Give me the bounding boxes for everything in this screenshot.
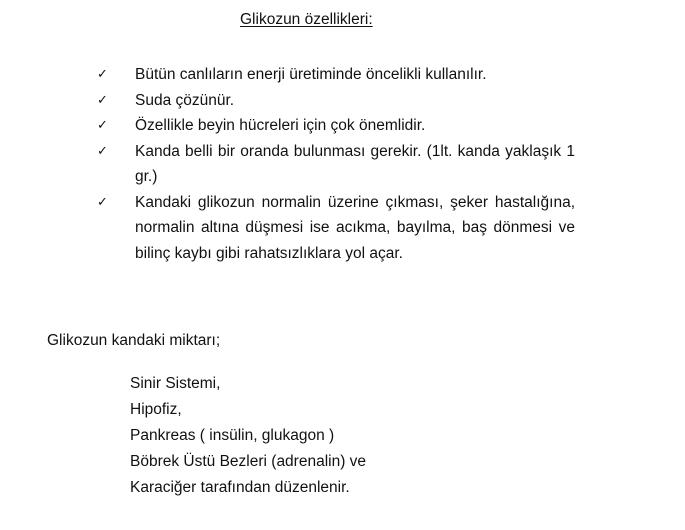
- checkmark-icon: ✓: [97, 143, 108, 159]
- property-text: Suda çözünür.: [135, 91, 235, 109]
- property-text: Kandaki glikozun normalin üzerine çıkması, şeker hastalığına, normalin altına düşmesi ise acıkma, bayılma, baş dönmesi ve bilinç kaybı gibi rahatsızlıklara yol açar.: [135, 193, 575, 262]
- list-item: Sinir Sistemi,: [130, 375, 221, 392]
- property-text: Bütün canlıların enerji üretiminde öncelikli kullanılır.: [135, 66, 487, 83]
- blood-amount-heading: Glikozun kandaki miktarı;: [47, 332, 221, 349]
- regulators-list: [130, 371, 366, 501]
- list-item: Pankreas ( insülin, glukagon ): [130, 427, 335, 444]
- checkmark-icon: ✓: [97, 194, 108, 210]
- list-item: Hipofiz,: [130, 401, 182, 418]
- list-item: [97, 62, 575, 88]
- list-item: [97, 139, 575, 190]
- checkmark-icon: ✓: [97, 118, 108, 133]
- property-text: Kanda belli bir oranda bulunması gerekir. (1lt. kanda yaklaşık 1 gr.): [135, 142, 575, 185]
- list-item: [97, 190, 575, 267]
- properties-list: [97, 62, 575, 266]
- list-item: Karaciğer tarafından düzenlenir.: [130, 479, 350, 496]
- page-title: Glikozun özellikleri:: [240, 11, 373, 28]
- checkmark-icon: ✓: [97, 67, 108, 82]
- list-item: [97, 88, 575, 114]
- list-item: Böbrek Üstü Bezleri (adrenalin) ve: [130, 453, 367, 470]
- property-text: Özellikle beyin hücreleri için çok önemlidir.: [135, 117, 426, 134]
- list-item: [97, 113, 575, 139]
- checkmark-icon: ✓: [97, 92, 108, 108]
